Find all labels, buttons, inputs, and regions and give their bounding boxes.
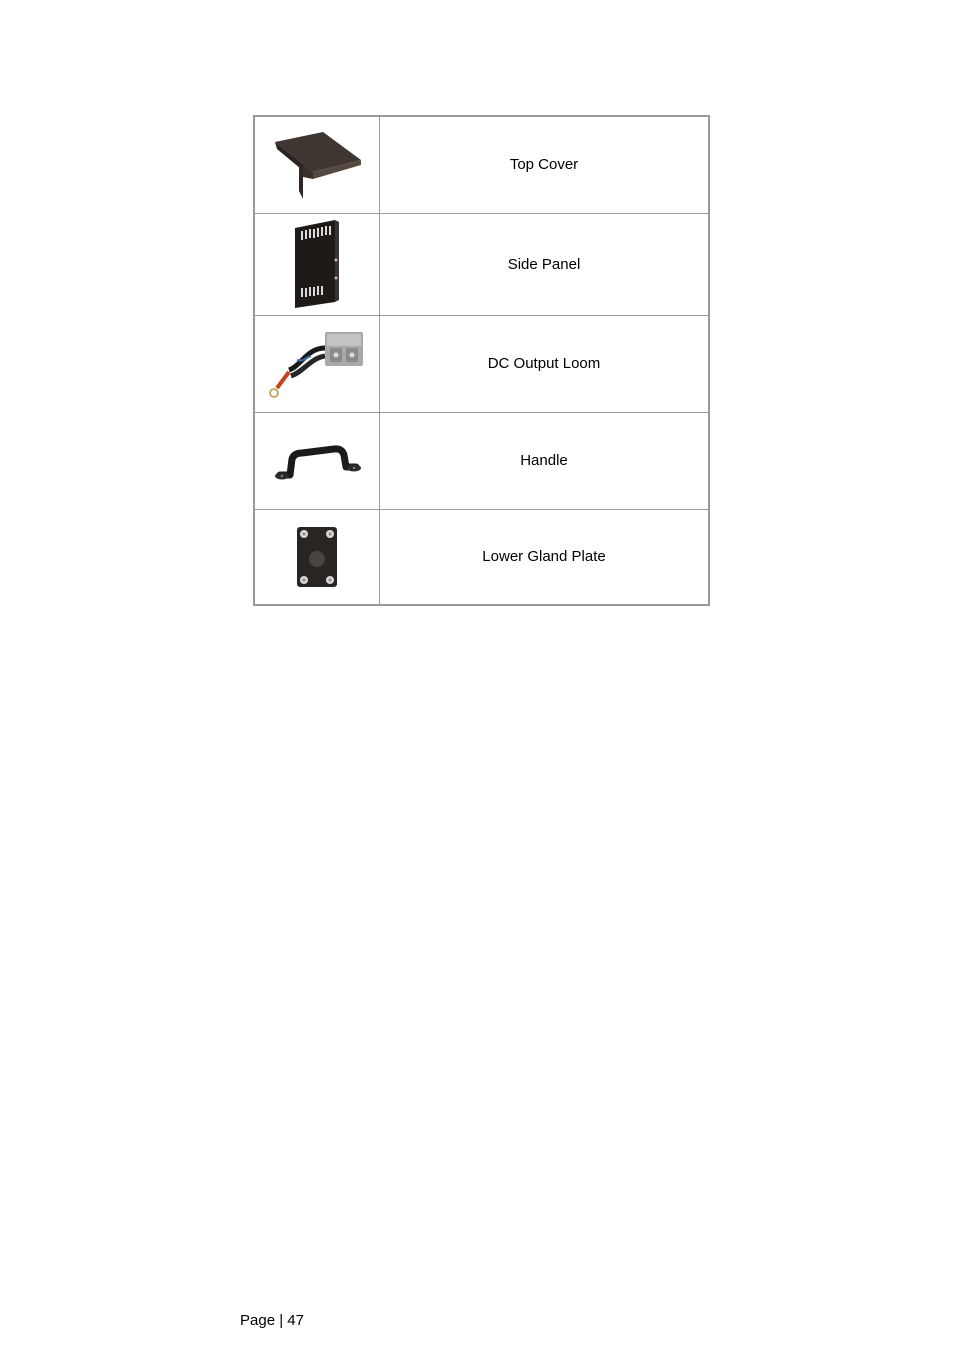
part-image-cell <box>254 213 380 315</box>
table-row <box>254 213 709 315</box>
part-image-cell <box>254 116 380 213</box>
lower-gland-plate-image <box>294 524 340 590</box>
handle-image <box>272 439 362 483</box>
part-image-cell <box>254 315 380 412</box>
table-row <box>254 315 709 412</box>
part-name: Top Cover <box>380 116 710 213</box>
dc-output-loom-image <box>267 326 367 402</box>
side-panel-image <box>289 218 345 310</box>
top-cover-image <box>269 129 365 201</box>
table-row <box>254 412 709 509</box>
part-image-cell <box>254 412 380 509</box>
part-name: Side Panel <box>380 213 710 315</box>
table-row <box>254 116 709 213</box>
part-image-cell <box>254 509 380 605</box>
parts-table <box>253 115 710 606</box>
page-number: Page | 47 <box>240 1312 304 1329</box>
part-name: DC Output Loom <box>380 315 710 412</box>
part-name: Lower Gland Plate <box>380 509 710 605</box>
table-row <box>254 509 709 605</box>
part-name: Handle <box>380 412 710 509</box>
